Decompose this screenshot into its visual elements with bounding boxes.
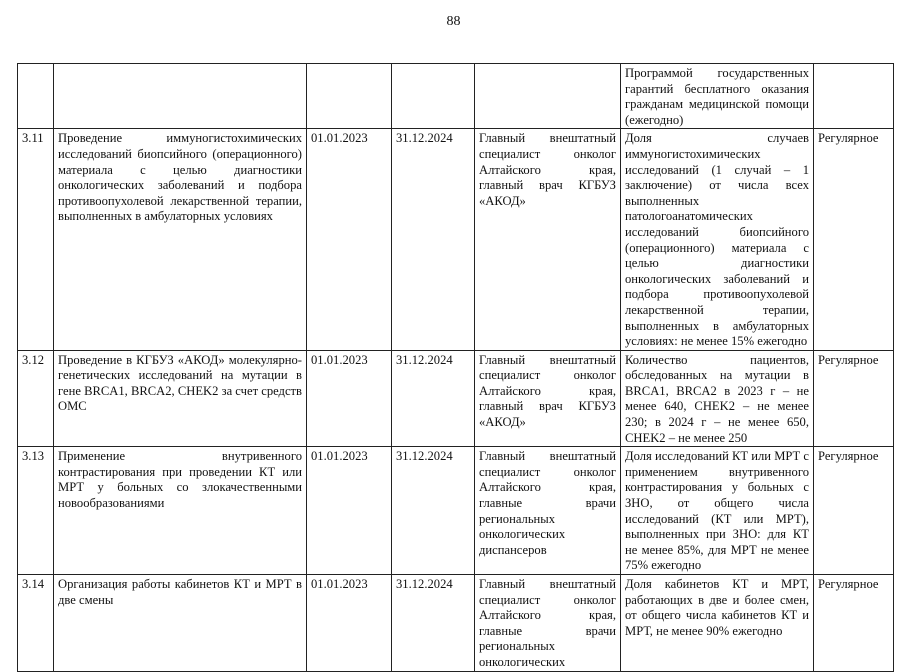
responsible-cell: Главный внештатный специалист онколог Алтайского края, главные врачи региональных онкологических диспансеров <box>475 447 621 575</box>
indicator-cell: Доля случаев иммуногистохимических исследований (1 случай – 1 заключение) от числа всех выполненных патологоанатомических исследований биопсийного (операционного) материала с целью диагностики онкологических заболеваний и подбора противоопухолевой лекарственной терапии, выполненных в амбулаторных условиях: не менее 15% ежегодно <box>621 129 814 350</box>
measure-type-cell: Регулярное <box>814 129 894 350</box>
start-date-cell: 01.01.2023 <box>307 575 392 672</box>
indicator-cell <box>621 64 814 129</box>
table-row <box>18 64 894 129</box>
measure-type-cell: Регулярное <box>814 447 894 575</box>
measure-type-cell: Регулярное <box>814 350 894 447</box>
measure-type-cell <box>814 64 894 129</box>
indicator-cell: Доля исследований КТ или МРТ с применением внутривенного контрастирования у больных с ЗНО, от общего числа исследований (КТ или МРТ), выполненных при ЗНО: для КТ не менее 85%, для МРТ не менее 75% ежегодно <box>621 447 814 575</box>
end-date-cell: 31.12.2024 <box>392 575 475 672</box>
measure-type-cell: Регулярное <box>814 575 894 672</box>
start-date-cell <box>307 64 392 129</box>
table-row <box>18 350 894 447</box>
row-number-cell: 3.14 <box>18 575 54 672</box>
responsible-cell: Главный внештатный специалист онколог Алтайского края, главный врач КГБУЗ «АКОД» <box>475 350 621 447</box>
indicator-cell: Количество пациентов, обследованных на мутации в BRCA1, BRCA2 в 2023 г – не менее 640, CHEK2 – не менее 230; в 2024 г – не менее 650, CHEK2 – не менее 250 <box>621 350 814 447</box>
measure-name-cell: Проведение иммуногистохимических исследований биопсийного (операционного) материала с целью диагностики онкологических заболеваний и подбора противоопухолевой лекарственной терапии, выполненных в амбулаторных условиях <box>54 129 307 350</box>
indicator-cell: Доля кабинетов КТ и МРТ, работающих в две и более смен, от общего числа кабинетов КТ и МРТ, не менее 90% ежегодно <box>621 575 814 672</box>
indicator-text: Программой государственных гарантий бесплатного оказания гражданам медицинской помощи (ежегодно) <box>625 66 809 127</box>
end-date-cell: 31.12.2024 <box>392 447 475 575</box>
start-date-cell: 01.01.2023 <box>307 447 392 575</box>
end-date-cell: 31.12.2024 <box>392 350 475 447</box>
measure-name-cell: Организация работы кабинетов КТ и МРТ в две смены <box>54 575 307 672</box>
measure-name-cell: Применение внутривенного контрастирования при проведении КТ или МРТ у больных со злокачественными новообразованиями <box>54 447 307 575</box>
measure-name-cell <box>54 64 307 129</box>
table-row <box>18 129 894 350</box>
table-row <box>18 575 894 672</box>
page-number: 88 <box>446 14 461 29</box>
measures-table <box>17 63 894 672</box>
responsible-cell <box>475 64 621 129</box>
end-date-cell <box>392 64 475 129</box>
start-date-cell: 01.01.2023 <box>307 129 392 350</box>
start-date-cell: 01.01.2023 <box>307 350 392 447</box>
measure-name-cell: Проведение в КГБУЗ «АКОД» молекулярно-генетических исследований на мутации в гене BRCA1, BRCA2, CHEK2 за счет средств ОМС <box>54 350 307 447</box>
row-number-cell: 3.12 <box>18 350 54 447</box>
responsible-cell: Главный внештатный специалист онколог Алтайского края, главные врачи региональных онкологических <box>475 575 621 672</box>
row-number-cell: 3.11 <box>18 129 54 350</box>
table-row <box>18 447 894 575</box>
row-number-cell: 3.13 <box>18 447 54 575</box>
end-date-cell: 31.12.2024 <box>392 129 475 350</box>
responsible-cell: Главный внештатный специалист онколог Алтайского края, главный врач КГБУЗ «АКОД» <box>475 129 621 350</box>
row-number-cell <box>18 64 54 129</box>
